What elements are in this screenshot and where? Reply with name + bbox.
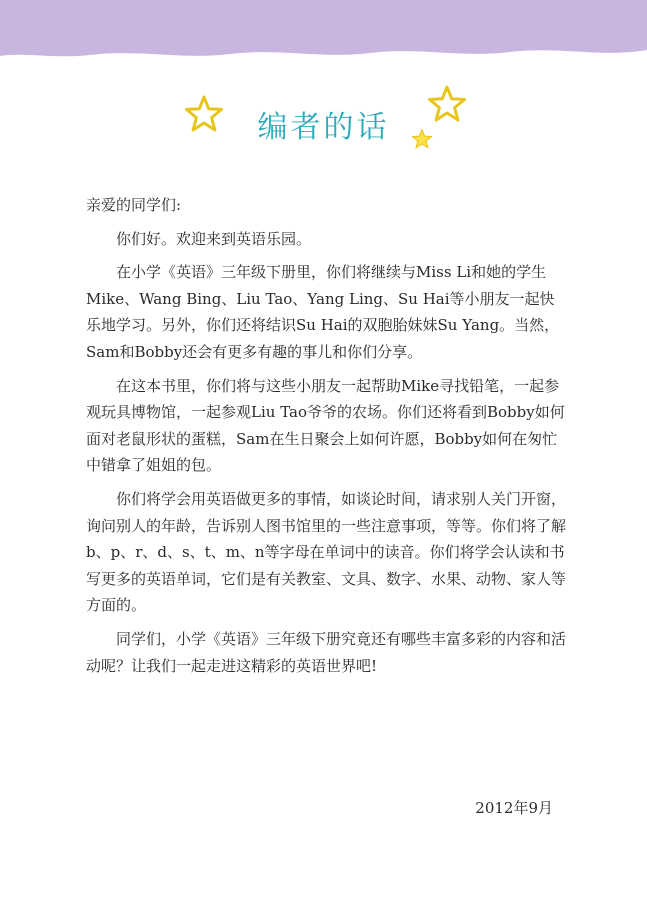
greeting: 亲爱的同学们: — [86, 196, 182, 214]
paragraph: 在这本书里，你们将与这些小朋友一起帮助Mike寻找铅笔，一起参观玩具博物馆，一起参观Liu Tao爷爷的农场。你们还将看到Bobby如何面对老鼠形状的蛋糕，Sam在生日聚会上如何许愿，Bobby如何在匆忙中错拿了姐姐的包。 — [86, 376, 565, 475]
paragraph: 在小学《英语》三年级下册里，你们将继续与Miss Li和她的学生Mike、Wang Bing、Liu Tao、Yang Ling、Su Hai等小朋友一起快乐地学习。另外，你们还将结识Su Hai的双胞胎妹妹Su Yang。当然，Sam和Bobby还会有更多有趣的事儿和你们分享。 — [86, 263, 560, 361]
decorative-top-band — [0, 0, 647, 64]
paragraph: 你们将学会用英语做更多的事情，如谈论时间，请求别人关门开窗，询问别人的年龄，告诉别人图书馆里的一些注意事项，等等。你们将了解b、p、r、d、s、t、m、n等字母在单词中的读音。你们将学会认读和书写更多的英语单词，它们是有关教室、文具、数字、水果、动物、家人等方面的。 — [86, 489, 567, 615]
paragraph: 你们好。欢迎来到英语乐园。 — [116, 229, 312, 248]
letter-body — [86, 192, 566, 686]
page-title: 编者的话 — [257, 110, 390, 145]
paragraph: 同学们，小学《英语》三年级下册究竟还有哪些丰富多彩的内容和活动呢？让我们一起走进这精彩的英语世界吧! — [86, 629, 567, 675]
date: 2012年9月 — [475, 799, 553, 817]
